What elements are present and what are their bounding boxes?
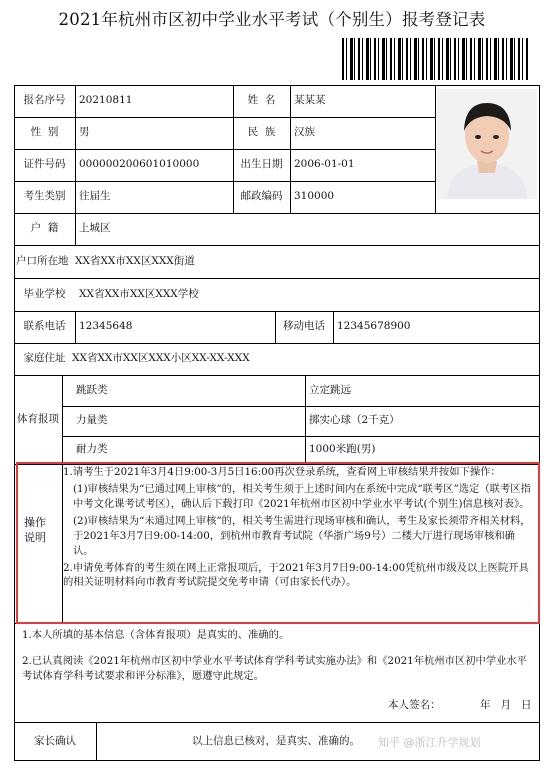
reg-no-label: 报名序号	[23, 94, 66, 107]
birth-label: 出生日期	[240, 158, 283, 171]
pe-item: 1000米跑(男)	[309, 443, 376, 456]
signature-label: 本人签名：	[388, 699, 441, 711]
instruction-2: 2.申请免考体育的考生须在网上正常报项后，于2021年3月7日9:00-14:00凭杭州市级及以上医院开具的相关证明材料向市教育考试院提交免考申请（可由家长代办）。	[63, 561, 529, 589]
postcode-value: 310000	[294, 190, 335, 203]
reg-no-value: 20210811	[79, 94, 133, 107]
id-value: 000000200601010000	[79, 158, 200, 171]
hukou-label: 户 籍	[30, 222, 59, 235]
hukou-addr-label: 户口所在地	[16, 254, 69, 267]
instructions-text	[63, 465, 535, 592]
pe-category: 力量类	[76, 414, 108, 427]
pe-item: 掷实心球（2千克）	[309, 414, 400, 427]
phone-label: 联系电话	[23, 320, 66, 333]
parent-confirm-text: 以上信息已核对，是真实、准确的。	[192, 734, 360, 747]
name-value: 某某某	[294, 94, 326, 107]
birth-value: 2006-01-01	[294, 158, 355, 171]
hukou-value: 上城区	[79, 222, 111, 235]
phone-value: 12345648	[79, 320, 133, 333]
postcode-label: 邮政编码	[240, 190, 283, 203]
pe-item: 立定跳远	[309, 383, 351, 396]
pe-category: 跳跃类	[76, 383, 108, 396]
type-value: 往届生	[79, 190, 111, 203]
home-value: XX省XX市XX区XXX小区XX-XX-XXX	[72, 352, 250, 365]
instruction-1b: (2)审核结果为“未通过网上审核”的，相关考生需进行现场审核和确认，考生及家长须带齐相关材料，于2021年3月7日9:00-14:00，到杭州市教育考试院（华浙广场9号）二楼大厅进行现场审核和确认。	[73, 514, 531, 557]
parent-confirm-label: 家长确认	[34, 734, 76, 747]
student-photo	[437, 89, 537, 199]
watermark: 知乎 @浙江升学规划	[378, 736, 481, 749]
name-label: 姓 名	[247, 94, 276, 107]
declaration-1: 1.本人所填的基本信息（含体育报项）是真实的、准确的。	[22, 629, 290, 641]
instruction-1a: (1)审核结果为“已通过网上审核”的，相关考生须于上述时间内在系统中完成“联考区”选定（联考区指中考文化课考试考区），确认后下载打印《2021年杭州市区初中学业水平考试(个别生)信息核对表》。	[73, 482, 531, 510]
hukou-addr-value: XX省XX市XX区XXX街道	[75, 254, 195, 267]
home-label: 家庭住址	[23, 352, 66, 365]
barcode	[342, 38, 528, 80]
id-label: 证件号码	[23, 158, 66, 171]
mobile-value: 12345678900	[337, 320, 411, 333]
gender-label: 性 别	[30, 126, 59, 139]
pe-label: 体育报项	[17, 412, 59, 425]
school-value: XX省XX市XX区XXX学校	[79, 287, 199, 300]
page-title: 2021年杭州市区初中学业水平考试（个别生）报考登记表	[58, 10, 486, 29]
instructions-label: 操作说明	[24, 516, 46, 544]
school-label: 毕业学校	[23, 287, 66, 300]
type-label: 考生类别	[23, 190, 66, 203]
mobile-label: 移动电话	[283, 320, 325, 333]
gender-value: 男	[79, 126, 90, 139]
instruction-1: 1.请考生于2021年3月4日9:00-3月5日16:00再次登录系统，查看网上审核结果并按如下操作：	[63, 466, 501, 478]
declaration-2: 2.已认真阅读《2021年杭州市区初中学业水平考试体育学科考试实施办法》和《2021年杭州市区初中学业水平考试体育学科考试要求和评分标准》，愿遵守此规定。	[22, 655, 527, 683]
signature-date: 年 月 日	[480, 699, 532, 711]
ethnic-label: 民 族	[247, 126, 276, 139]
ethnic-value: 汉族	[294, 126, 315, 139]
pe-category: 耐力类	[76, 443, 108, 456]
